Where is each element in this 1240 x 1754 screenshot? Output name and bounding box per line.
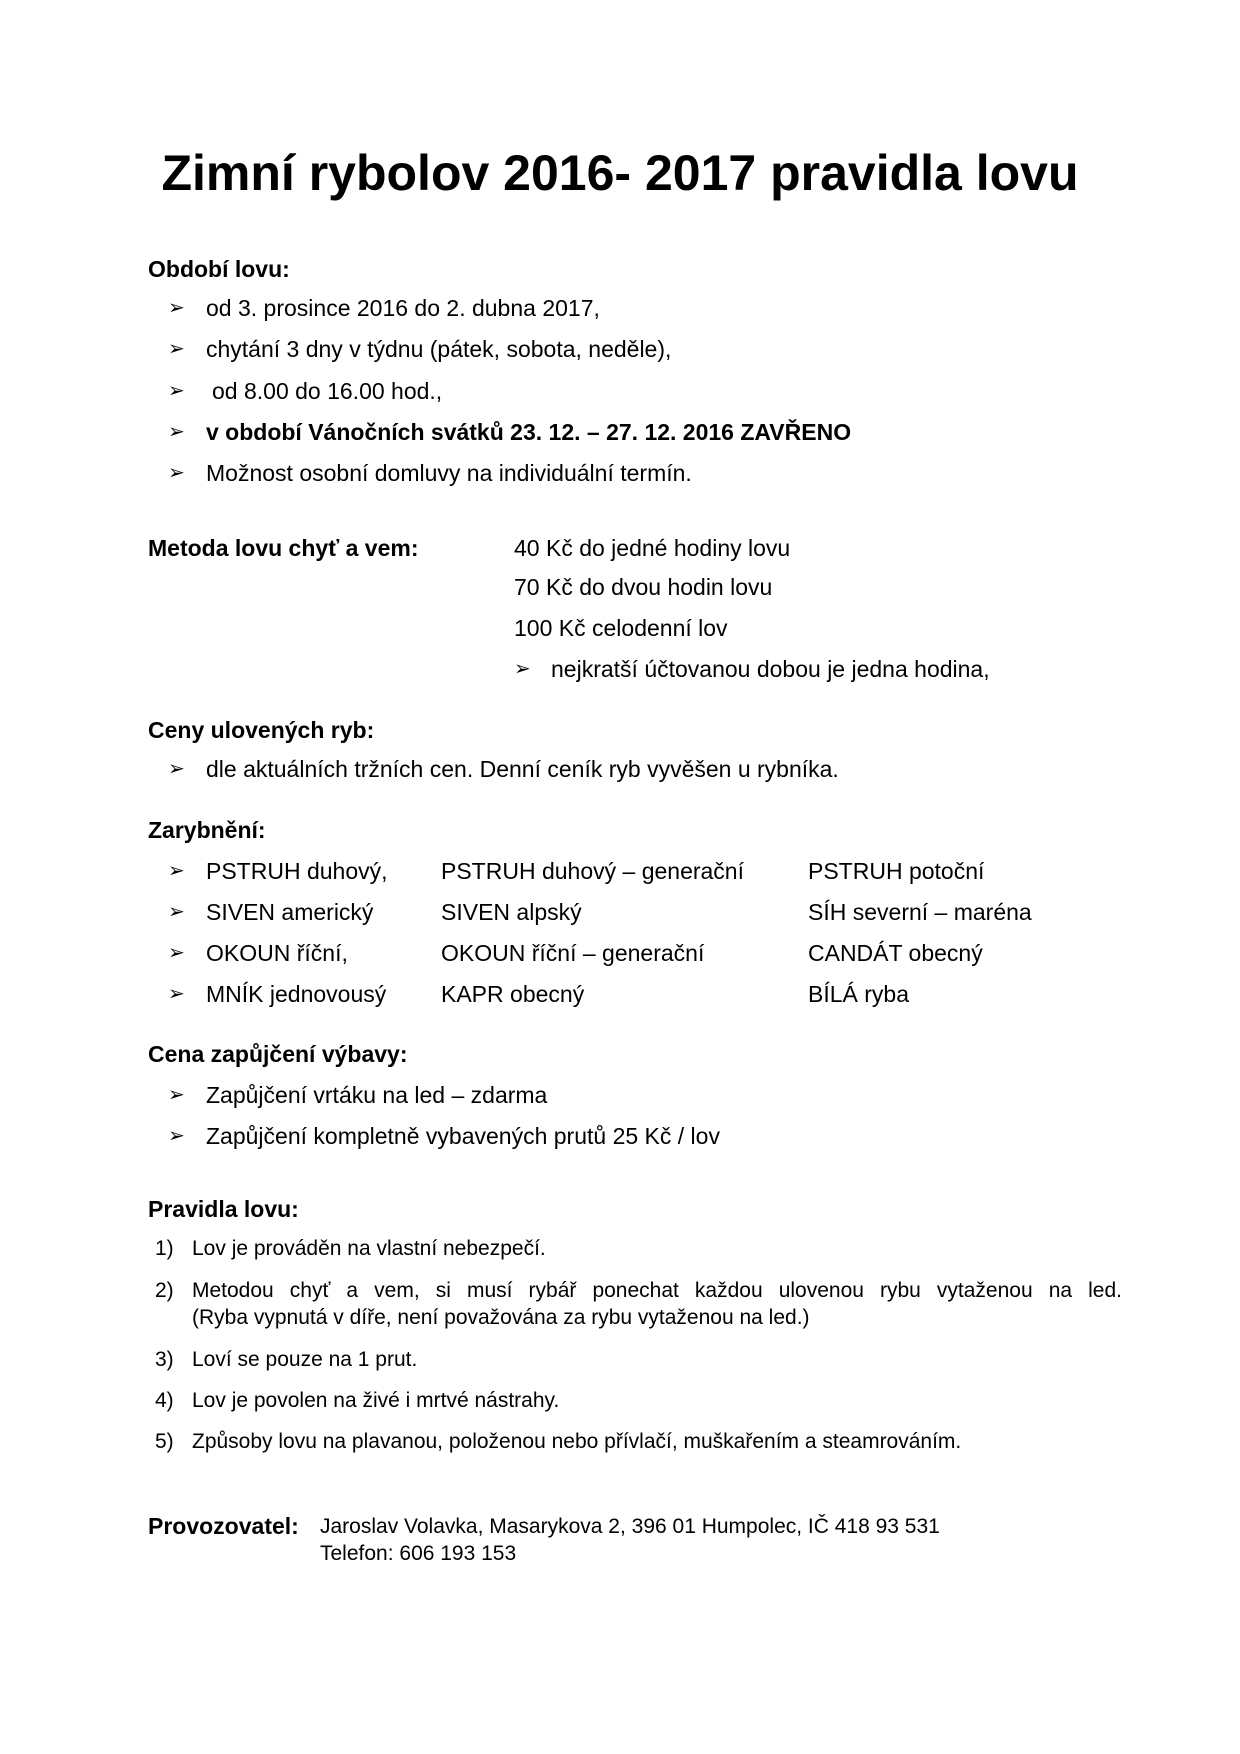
bullet-icon: ➢ bbox=[168, 983, 185, 1005]
vybava-item: Zapůjčení vrtáku na led – zdarma bbox=[206, 1082, 548, 1108]
price-line: 100 Kč celodenní lov bbox=[514, 615, 728, 641]
bullet-icon: ➢ bbox=[168, 1125, 185, 1147]
section-heading-pravidla: Pravidla lovu: bbox=[148, 1196, 299, 1222]
bullet-icon: ➢ bbox=[168, 380, 185, 402]
fish-cell: PSTRUH duhový – generační bbox=[441, 858, 744, 884]
bullet-icon: ➢ bbox=[168, 758, 185, 780]
bullet-icon: ➢ bbox=[168, 297, 185, 319]
ceny-item: dle aktuálních tržních cen. Denní ceník ryb vyvěšen u rybníka. bbox=[206, 756, 839, 782]
fish-cell: CANDÁT obecný bbox=[808, 940, 983, 966]
section-heading-obdobi: Období lovu: bbox=[148, 256, 290, 282]
fish-cell: MNÍK jednovousý bbox=[206, 981, 387, 1007]
rule-number: 4) bbox=[155, 1389, 174, 1412]
page-title: Zimní rybolov 2016- 2017 pravidla lovu bbox=[161, 145, 1079, 201]
bullet-icon: ➢ bbox=[168, 1084, 185, 1106]
operator-address: Jaroslav Volavka, Masarykova 2, 396 01 Humpolec, IČ 418 93 531 bbox=[320, 1515, 940, 1538]
bullet-icon: ➢ bbox=[168, 860, 185, 882]
fish-cell: SÍH severní – maréna bbox=[808, 899, 1032, 925]
bullet-icon: ➢ bbox=[168, 338, 185, 360]
rule-number: 1) bbox=[155, 1237, 174, 1260]
bullet-icon: ➢ bbox=[168, 421, 185, 443]
obdobi-item-closed: v období Vánočních svátků 23. 12. – 27. 12. 2016 ZAVŘENO bbox=[206, 419, 852, 445]
rule-text: Lov je povolen na živé i mrtvé nástrahy. bbox=[192, 1389, 560, 1412]
operator-label: Provozovatel: bbox=[148, 1513, 299, 1539]
vybava-item: Zapůjčení kompletně vybavených prutů 25 Kč / lov bbox=[206, 1123, 720, 1149]
fish-cell: OKOUN říční, bbox=[206, 940, 348, 966]
bullet-icon: ➢ bbox=[168, 462, 185, 484]
metoda-note: nejkratší účtovanou dobou je jedna hodina, bbox=[551, 656, 990, 682]
section-heading-metoda: Metoda lovu chyť a vem: bbox=[148, 535, 419, 561]
rule-text: Metodou chyť a vem, si musí rybář ponechat každou ulovenou rybu vytaženou na led. bbox=[192, 1279, 1122, 1302]
bullet-icon: ➢ bbox=[514, 658, 531, 680]
rule-text: Lov je prováděn na vlastní nebezpečí. bbox=[192, 1237, 546, 1260]
fish-cell: SIVEN americký bbox=[206, 899, 374, 925]
price-line: 70 Kč do dvou hodin lovu bbox=[514, 574, 773, 600]
price-line: 40 Kč do jedné hodiny lovu bbox=[514, 535, 791, 561]
rule-text: Loví se pouze na 1 prut. bbox=[192, 1348, 418, 1371]
obdobi-item: Možnost osobní domluvy na individuální termín. bbox=[206, 460, 692, 486]
section-heading-ceny: Ceny ulovených ryb: bbox=[148, 717, 375, 743]
obdobi-item: od 3. prosince 2016 do 2. dubna 2017, bbox=[206, 295, 600, 321]
bullet-icon: ➢ bbox=[168, 901, 185, 923]
rule-text: Způsoby lovu na plavanou, položenou nebo přívlačí, muškařením a steamrováním. bbox=[192, 1430, 962, 1453]
section-heading-vybava: Cena zapůjčení výbavy: bbox=[148, 1041, 408, 1067]
obdobi-item: chytání 3 dny v týdnu (pátek, sobota, neděle), bbox=[206, 336, 672, 362]
section-heading-zarybneni: Zarybnění: bbox=[148, 817, 266, 843]
fish-cell: BÍLÁ ryba bbox=[808, 981, 909, 1007]
obdobi-item: od 8.00 do 16.00 hod., bbox=[212, 378, 443, 404]
fish-cell: PSTRUH duhový, bbox=[206, 858, 388, 884]
bullet-icon: ➢ bbox=[168, 942, 185, 964]
fish-cell: SIVEN alpský bbox=[441, 899, 582, 925]
rule-text-note: (Ryba vypnutá v díře, není považována za rybu vytaženou na led.) bbox=[192, 1306, 810, 1329]
fish-cell: OKOUN říční – generační bbox=[441, 940, 705, 966]
fish-cell: PSTRUH potoční bbox=[808, 858, 985, 884]
rule-number: 5) bbox=[155, 1430, 174, 1453]
fish-cell: KAPR obecný bbox=[441, 981, 585, 1007]
operator-phone: Telefon: 606 193 153 bbox=[320, 1542, 517, 1565]
rule-number: 2) bbox=[155, 1279, 174, 1302]
rule-number: 3) bbox=[155, 1348, 174, 1371]
